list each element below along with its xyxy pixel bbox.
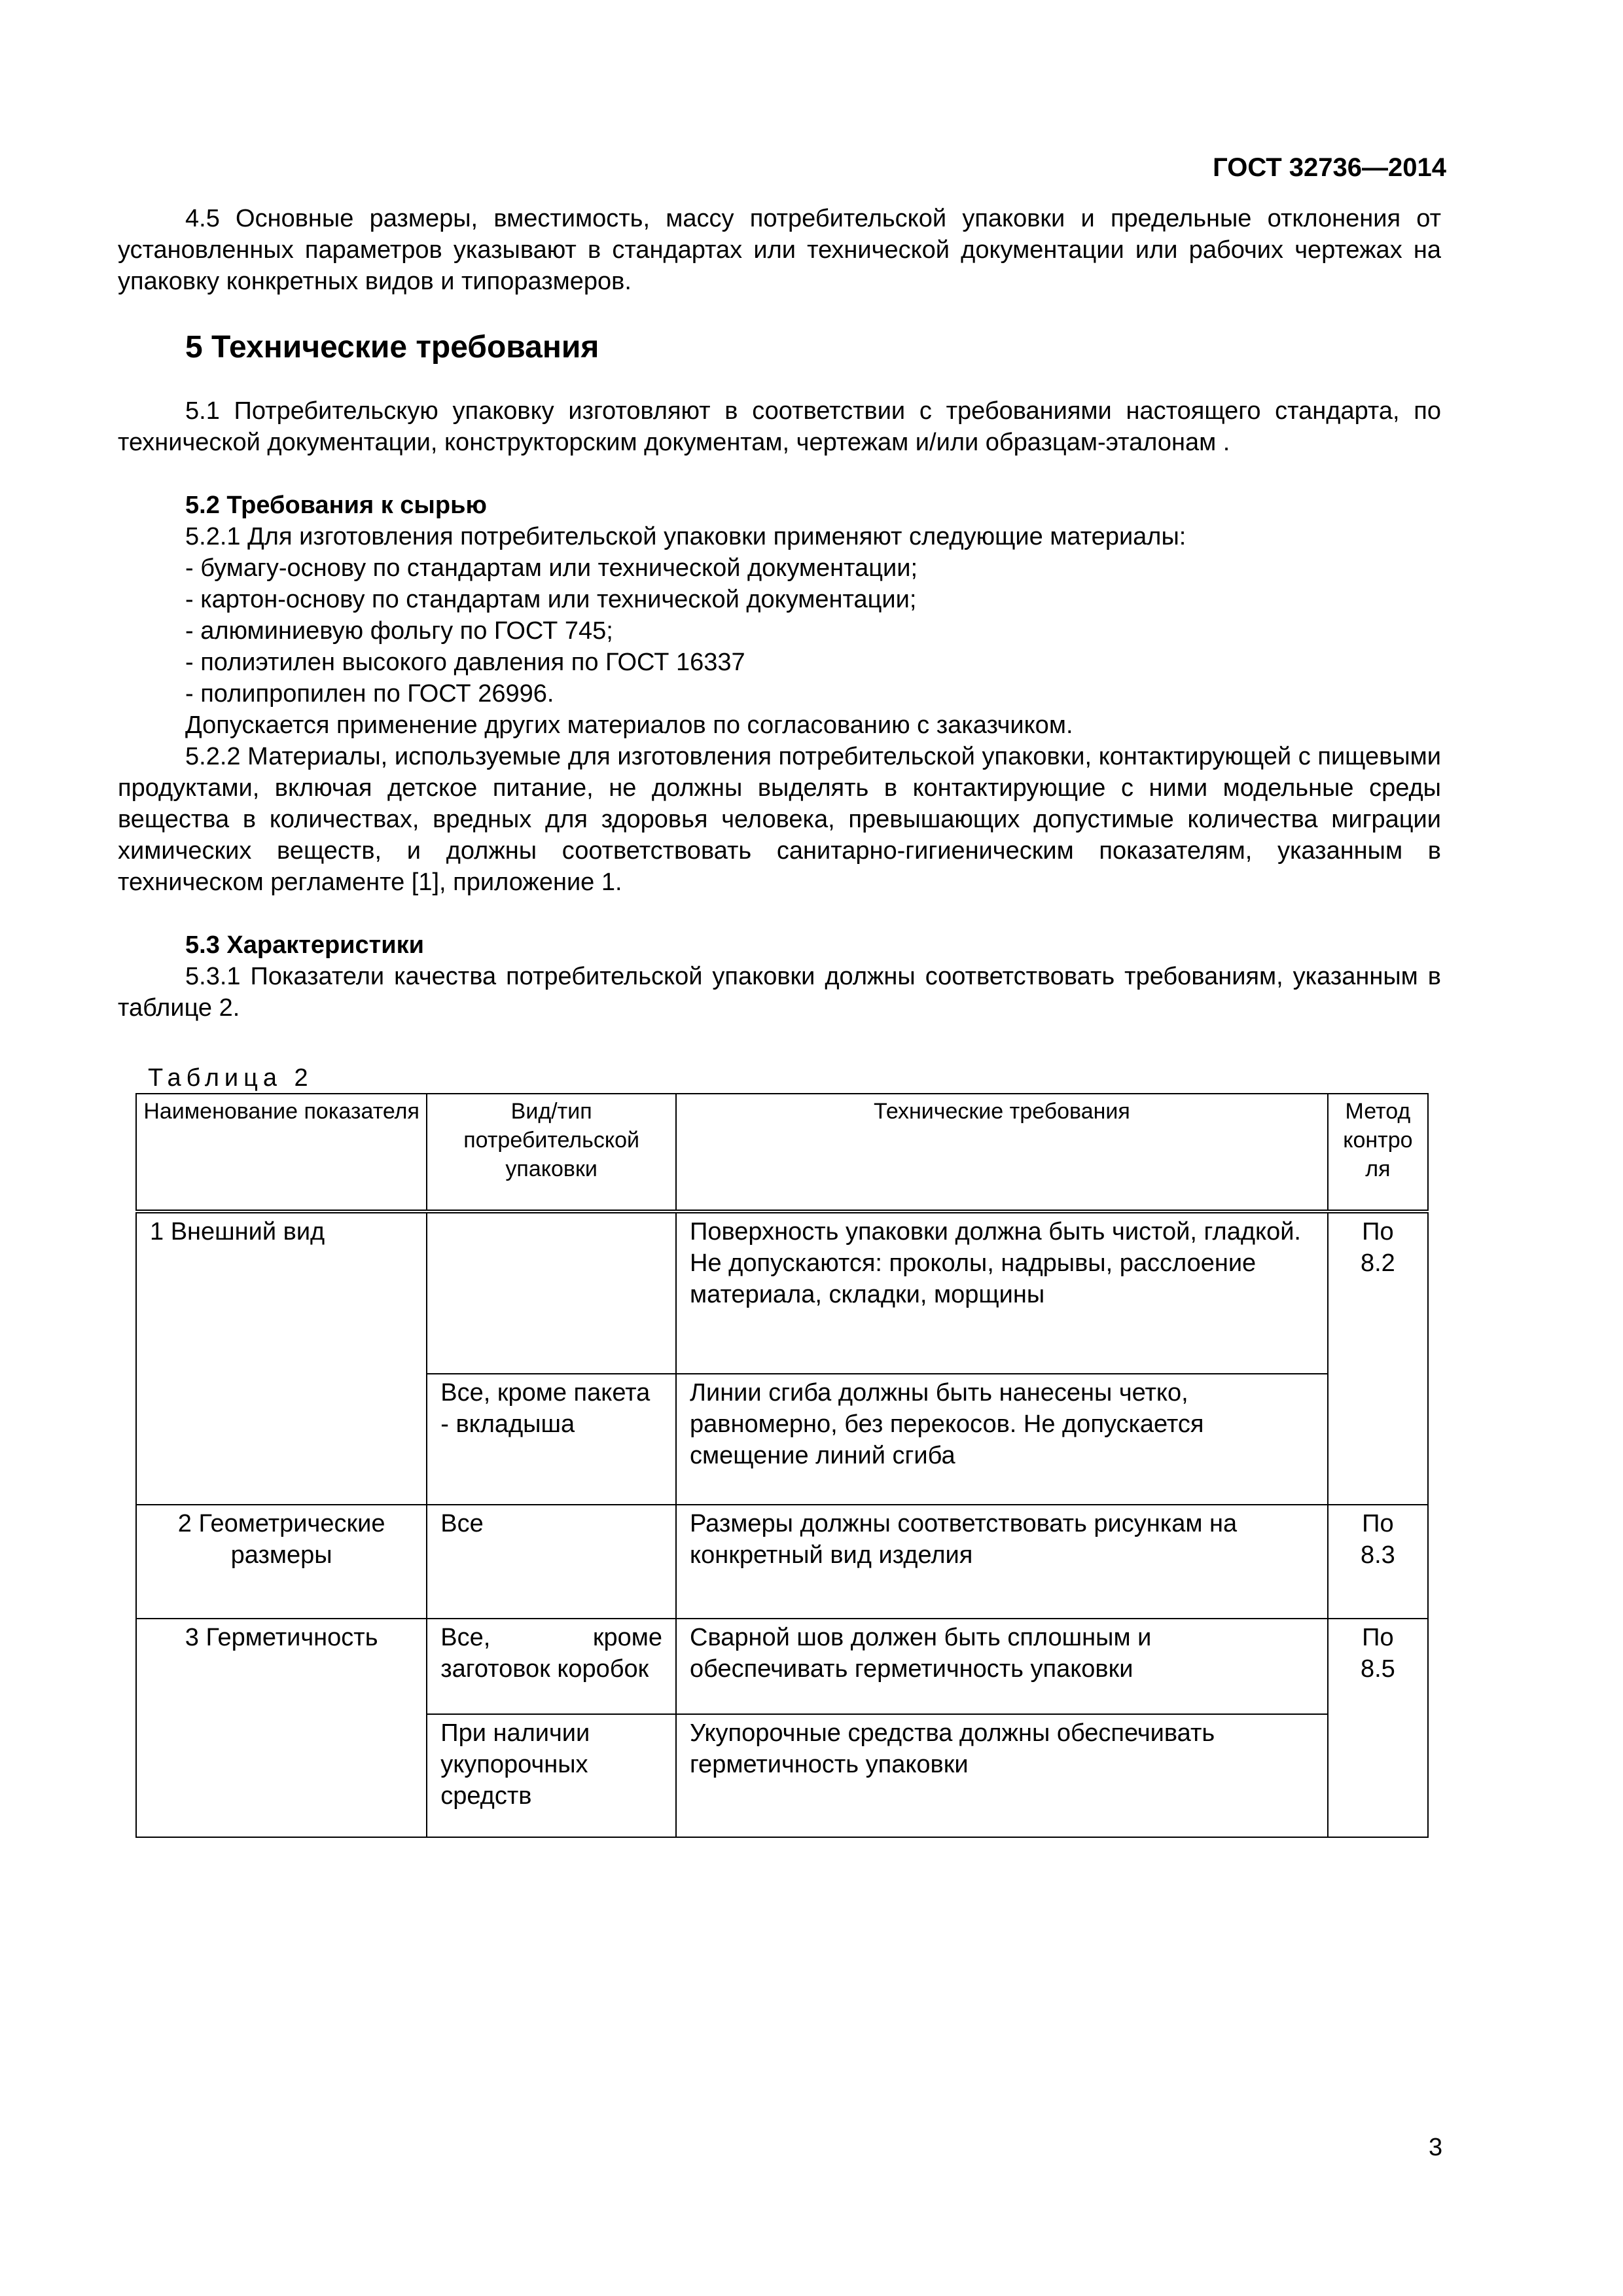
material-item: - полипропилен по ГОСТ 26996. (185, 680, 554, 708)
cell-method: По 8.5 (1328, 1619, 1428, 1837)
cell-type: При наличии укупорочных средств (427, 1714, 676, 1837)
clause-4-5-text: 4.5 Основные размеры, вместимость, массу потребительской упаковки и предельные отклонения от установленных параметров указывают в стандартах или технической документации или рабочих чертежах на упаковку конкретных видов и типоразмеров. (118, 205, 1441, 295)
clause-5-2-2 (118, 741, 1441, 898)
page-number: 3 (1429, 2134, 1443, 2161)
cell-type (427, 1211, 676, 1374)
clause-5-1-text: 5.1 Потребительскую упаковку изготовляют в соответствии с требованиями настоящего стандарта, по технической документации, конструкторским документам, чертежам и/или образцам-эталонам . (118, 397, 1441, 456)
clause-5-3-1-text: 5.3.1 Показатели качества потребительской упаковки должны соответствовать требованиям, указанным в таблице 2. (118, 963, 1441, 1022)
header-type: Вид/тип потребительской упаковки (427, 1094, 676, 1211)
material-item: - картон-основу по стандартам или технической документации; (185, 586, 917, 613)
cell-method: По 8.2 (1328, 1211, 1428, 1505)
header-requirements: Технические требования (676, 1094, 1328, 1211)
cell-method: По 8.3 (1328, 1505, 1428, 1619)
standard-code: ГОСТ 32736—2014 (1213, 153, 1446, 182)
requirements-table (135, 1093, 1429, 1838)
section-5-title: 5 Технические требования (185, 330, 599, 365)
clause-5-2-1: 5.2.1 Для изготовления потребительской упаковки применяют следующие материалы: (185, 523, 1186, 550)
cell-requirement: Укупорочные средства должны обеспечивать герметичность упаковки (676, 1714, 1328, 1837)
clause-5-2-2-text: 5.2.2 Материалы, используемые для изготовления потребительской упаковки, контактирующей с пищевыми продуктами, включая детское питание, не должны выделять в контактирующие с ними модельные среды вещества в количествах, вредных для здоровья человека, превышающих допустимые количества миграции химических веществ, и должны соответствовать санитарно-гигиеническим показателям, указанным в техническом регламенте [1], приложение 1. (118, 743, 1441, 896)
clause-5-3-1 (118, 961, 1441, 1024)
table-row (136, 1505, 1428, 1619)
cell-requirement: Линии сгиба должны быть нанесены четко, равномерно, без перекосов. Не допускается смещение линий сгиба (676, 1374, 1328, 1505)
table-row (136, 1211, 1428, 1374)
table-caption: Таблица 2 (148, 1064, 313, 1092)
header-indicator: Наименование показателя (136, 1094, 427, 1211)
subsection-5-2-title: 5.2 Требования к сырью (185, 492, 487, 519)
material-item: - бумагу-основу по стандартам или технической документации; (185, 554, 918, 582)
cell-indicator: 3 Герметичность (136, 1619, 427, 1837)
cell-indicator: 2 Геометрические размеры (136, 1505, 427, 1619)
cell-requirement: Сварной шов должен быть сплошным и обеспечивать герметичность упаковки (676, 1619, 1328, 1714)
cell-type: Все (427, 1505, 676, 1619)
cell-indicator: 1 Внешний вид (136, 1211, 427, 1505)
table-row (136, 1619, 1428, 1714)
clause-5-1 (118, 395, 1441, 458)
subsection-5-3-title: 5.3 Характеристики (185, 931, 425, 959)
table-header-row (136, 1094, 1428, 1211)
header-method: Метод контро ля (1328, 1094, 1428, 1211)
material-item: - алюминиевую фольгу по ГОСТ 745; (185, 617, 613, 645)
material-item: - полиэтилен высокого давления по ГОСТ 16337 (185, 649, 745, 676)
cell-type: Все, кроме заготовок коробок (427, 1619, 676, 1714)
cell-requirement: Размеры должны соответствовать рисункам на конкретный вид изделия (676, 1505, 1328, 1619)
cell-type: Все, кроме пакета - вкладыша (427, 1374, 676, 1505)
cell-requirement: Поверхность упаковки должна быть чистой, гладкой. Не допускаются: проколы, надрывы, расслоение материала, складки, морщины (676, 1211, 1328, 1374)
allowed-materials-note: Допускается применение других материалов по согласованию с заказчиком. (185, 711, 1073, 739)
clause-4-5 (118, 203, 1441, 297)
